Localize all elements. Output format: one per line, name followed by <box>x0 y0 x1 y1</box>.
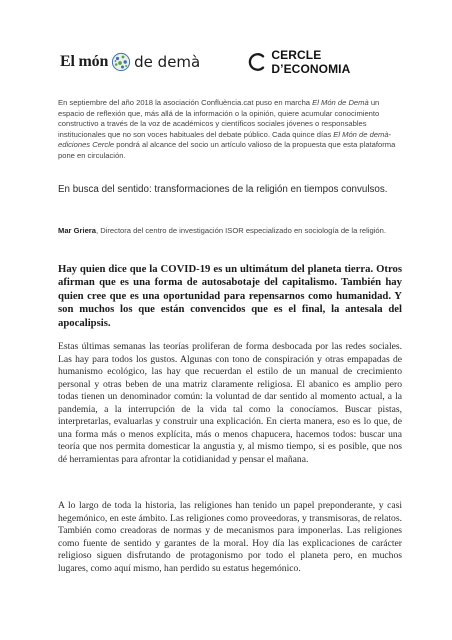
author-name: Mar Griera <box>58 226 96 235</box>
el-mon-de-dema-logo <box>60 40 200 84</box>
body-paragraph-2: A lo largo de toda la historia, las religiones han tenido un papel preponderante, y casi hegemónico, en este ámbito. Las religiones como proveedoras, y transmisoras, de relatos. También como creadoras de normas y de mecanismos para imponerlas. Las religiones como fuente de sentido y garantes de la moral. Hoy día las explicaciones de carácter religioso siguen disfrutando de protagonismo por todo el planeta pero, en muchos lugares, como aquí mismo, han perdido su estatus hegemónico. <box>58 500 402 574</box>
article-lede: Hay quien dice que la COVID-19 es un ultimátum del planeta tierra. Otros afirman que es una forma de autosabotaje del capitalismo. También hay quien cree que es una oportunidad para repensarnos como humanidad. Y son muchos los que están convencidos que es el final, la antesala del apocalipsis. <box>58 263 402 329</box>
cercle-economia-logo <box>247 40 400 84</box>
logo-left-text-1: El món <box>60 53 109 70</box>
intro-text-b: un espacio de reflexión que, más allá de la información o la opinión, quiere acumular conocimiento constructivo a través de la voz de académicos y científicos sociales jóvenes o responsables institucionales que no son voces habituales del debate público. Cada quince días <box>58 98 380 139</box>
intro-paragraph <box>58 98 402 162</box>
intro-italic-a: El Món de Demà <box>312 98 369 107</box>
intro-text-c: pondrá al alcance del socio un artículo valioso de la propuesta que esta plataforma pone en circulación. <box>58 140 396 160</box>
ring-icon <box>247 51 268 73</box>
page-header <box>60 40 400 84</box>
author-description: , Directora del centro de investigación ISOR especializado en sociología de la religión. <box>96 226 386 235</box>
intro-italic-b: El Món de demà-ediciones Cercle <box>58 129 392 150</box>
article-title: En busca del sentido: transformaciones de la religión en tiempos convulsos. <box>58 184 388 195</box>
logo-left-text-2: de demà <box>134 53 201 71</box>
body-paragraph-1: Estas últimas semanas las teorías proliferan de forma desbocada por las redes sociales. Las hay para todos los gustos. Algunas con tono de conspiración y otras empapadas de humanismo ecológico, las hay que recuerdan el estilo de un manual de crecimiento personal y otras beben de una matriz claramente religiosa. El abanico es amplio pero todas tienen un denominador común: la voluntad de dar sentido al momento actual, a la pandemia, a la interrupción de la vida tal como la conocíamos. Buscar pistas, interpretarlas, evaluarlas y construir una explicación. En cierta manera, eso es lo que, de una forma más o menos explícita, más o menos chapucera, hacemos todos: buscar una teoría que nos permita domesticar la angustia y, al mismo tiempo, si es posible, que nos dé herramientas para afrontar la cotidianidad y pensar el mañana. <box>58 341 402 465</box>
intro-text-a: En septiembre del año 2018 la asociación Confluència.cat puso en marcha <box>58 98 313 107</box>
logo-right-text: CERCLE D’ECONOMIA <box>271 48 351 76</box>
globe-icon <box>111 52 131 72</box>
author-line <box>58 226 402 237</box>
